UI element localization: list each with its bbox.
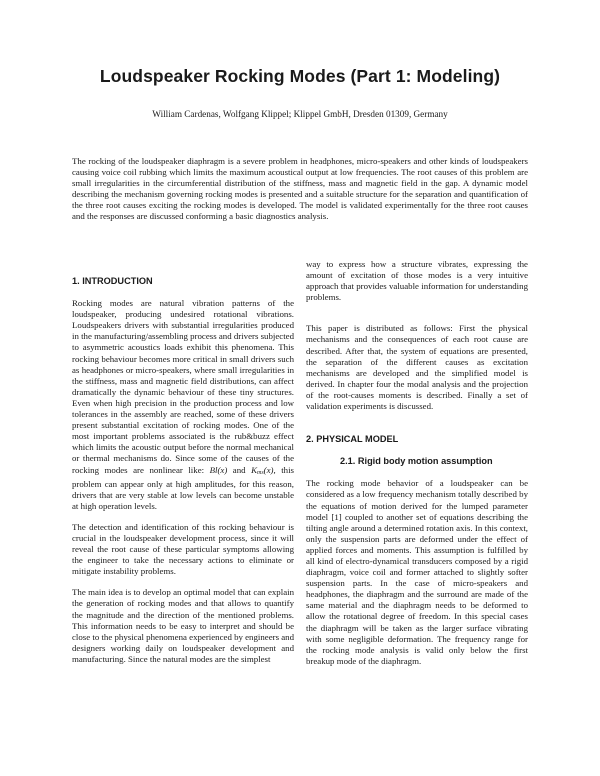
intro-p1-part-a: Rocking modes are natural vibration patterns of the loudspeaker, producing undesired rotational vibrations. Loudspeakers drivers with substantial irregularities produced in the manufacturing/assembling process and drivers subjected to asymmetric acoustics loads exhibit this phenomena. This rocking behaviour becomes more critical in small drivers such as headphones or micro-speakers, where small irregularities in the stiffness, mass and magnetic field distributions, can affect dramatically the dynamic behaviour of these tiny structures. Even when high precision in the production process and low tolerances in the assembly are reached, some of these drivers present substantial excitation of rocking modes. One of the most important problems associated is the rub&buzz effect which limits the acoustic output before the normal mechanical or thermal mechanisms do. Since some of the causes of the rocking modes are nonlinear like: — [72, 298, 295, 475]
intro-paragraph-1 — [72, 298, 294, 512]
subsection-heading-rigid-body: 2.1. Rigid body motion assumption — [340, 456, 493, 467]
intro-paragraph-3: The main idea is to develop an optimal model that can explain the generation of rocking modes and that allows to quantify the magnitude and the direction of the mentioned problems. This information needs to be easy to interpret and should be close to the physical phenomena experienced by engineers and designers working daily on loudspeaker development and manufacturing. Since the natural modes are the simplest — [72, 587, 294, 664]
author-line: William Cardenas, Wolfgang Klippel; Klippel GmbH, Dresden 01309, Germany — [152, 109, 448, 119]
and-word: and — [227, 464, 252, 475]
paper-title: Loudspeaker Rocking Modes (Part 1: Modeling) — [99, 66, 501, 86]
section-heading-introduction: 1. INTRODUCTION — [72, 276, 153, 286]
kms-k: K — [251, 464, 257, 475]
left-column — [72, 276, 294, 665]
section-heading-physical-model: 2. PHYSICAL MODEL — [306, 434, 399, 445]
kms-x: (x) — [263, 464, 274, 475]
intro-paragraph-3-continued: way to express how a structure vibrates, expressing the amount of excitation of those modes is a very intuitive approach that provides valuable information for understanding problems. — [306, 259, 528, 303]
bl-term: Bl(x) — [209, 464, 228, 475]
intro-p1-part-b: , this problem can appear only at high amplitudes, for this reason, drivers that are very stable at low levels can become unstable at high operation levels. — [72, 464, 294, 511]
intro-paragraph-2: The detection and identification of this rocking behaviour is crucial in the loudspeaker development process, since it will reveal the root cause of these particular symptoms allowing the engineer to take the necessary actions to eliminate or mitigate instability problems. — [72, 521, 294, 577]
right-column — [306, 259, 528, 677]
abstract: The rocking of the loudspeaker diaphragm is a severe problem in headphones, micro-speakers and other kinds of loudspeakers causing voice coil rubbing which limits the maximum acoustical output at low frequencies. The root causes of this problem are small irregularities in the circumferential distribution of the stiffness, mass and magnetic field in the gap. A dynamic model describing the mechanism governing rocking modes is presented and a suitable structure for the separation and quantification of the three root causes exciting the rocking modes is developed. The model is validated experimentally for the three root causes and the responses are discussed conforming a basic diagnostics analysis. — [72, 156, 528, 222]
intro-paragraph-4: This paper is distributed as follows: First the physical mechanisms and the consequences of each root cause are described. After that, the system of equations are presented, the separation of the different causes as excitation mechanisms are developed and the simplified model is derived. In chapter four the modal analysis and the projection of the root-causes moments is described. Finally a set of validation experiments is discussed. — [306, 323, 528, 412]
physical-model-paragraph-1: The rocking mode behavior of a loudspeaker can be considered as a low frequency mechanism totally described by the equations of motion derived for the lumped parameter model [1] coupled to another set of equations describing the tilting angle around a determined rotation axis. In this context, only the suspension parts are deformed under the effect of applied forces and moments. This assumption is fulfilled by all kind of electro-dynamical transducers composed by a rigid diaphragm, voice coil and former attached to slightly softer suspension parts. In the case of micro-speakers and headphones, the diaphragm and the surround are made of the same material and the diaphragm needs to be deformed to allow the rotational degree of freedom. In this special cases the diaphragm will be taken as the larger surface vibrating with some negligible deformation. The frequency range for the rocking mode analysis is valid only below the first breakup mode of the diaphragm. — [306, 478, 528, 666]
kms-term — [251, 465, 273, 475]
kms-subscript: ms — [256, 469, 264, 476]
